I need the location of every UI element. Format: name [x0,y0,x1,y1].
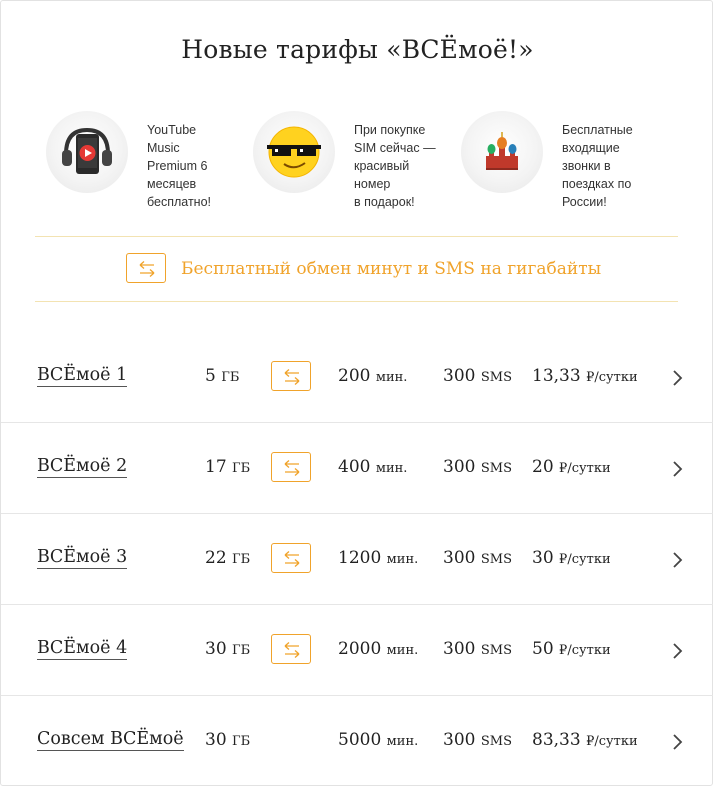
feature-sim-number [253,111,463,211]
tariff-price: 30 ₽/сутки [532,548,611,568]
tariff-name-link[interactable]: ВСЁмоё 2 [37,456,128,476]
tariff-name-link[interactable]: ВСЁмоё 3 [37,547,128,567]
feature-circle [461,111,543,193]
chevron-right-icon[interactable] [671,460,683,478]
tariff-sms: 300 SMS [443,366,512,386]
exchange-arrows-icon [283,641,301,659]
tariff-minutes: 200 мин. [338,366,408,386]
tariff-price: 83,33 ₽/сутки [532,730,638,750]
divider [35,301,678,302]
tariff-sms: 300 SMS [443,548,512,568]
exchange-icon-box [126,253,166,283]
chevron-right-icon[interactable] [671,733,683,751]
tariff-gb: 30 ГБ [205,730,251,750]
tariff-name-link[interactable]: ВСЁмоё 4 [37,638,128,658]
tariff-price: 50 ₽/сутки [532,639,611,659]
feature-text: При покупке SIM сейчас — красивый номер в подарок! [354,123,436,209]
tariff-row[interactable] [1,332,713,423]
tariff-sms: 300 SMS [443,457,512,477]
chevron-right-icon[interactable] [671,369,683,387]
chevron-right-icon[interactable] [671,551,683,569]
exchange-icon-box [271,543,311,573]
exchange-arrows-icon [283,368,301,386]
tariff-price: 20 ₽/сутки [532,457,611,477]
cool-smiley-icon [264,122,324,182]
tariff-minutes: 1200 мин. [338,548,419,568]
feature-circle [46,111,128,193]
tariff-price: 13,33 ₽/сутки [532,366,638,386]
tariff-gb: 30 ГБ [205,639,251,659]
tariff-gb: 17 ГБ [205,457,251,477]
exchange-banner-text: Бесплатный обмен минут и SMS на гигабайты [181,259,602,279]
tariff-minutes: 5000 мин. [338,730,419,750]
tariff-gb: 5 ГБ [205,366,240,386]
page-title: Новые тарифы «ВСЁмоё!» [181,35,534,64]
chevron-right-icon[interactable] [671,642,683,660]
exchange-arrows-icon [283,550,301,568]
tariff-sms: 300 SMS [443,730,512,750]
exchange-banner [1,237,713,301]
tariff-row[interactable] [1,423,713,514]
feature-youtube-music [46,111,256,211]
tariff-name-link[interactable]: Совсем ВСЁмоё [37,729,184,749]
tariff-row[interactable] [1,605,713,696]
kremlin-cathedral-icon [472,122,532,182]
tariff-row[interactable] [1,514,713,605]
tariff-name-link[interactable]: ВСЁмоё 1 [37,365,128,385]
exchange-arrows-icon [138,260,156,278]
exchange-icon-box [271,361,311,391]
exchange-icon-box [271,634,311,664]
tariff-sms: 300 SMS [443,639,512,659]
exchange-arrows-icon [283,459,301,477]
feature-text: YouTube Music Premium 6 месяцев бесплатно! [147,123,212,209]
feature-roaming-calls [461,111,671,211]
tariff-minutes: 400 мин. [338,457,408,477]
tariff-gb: 22 ГБ [205,548,251,568]
tariff-minutes: 2000 мин. [338,639,419,659]
headphones-phone-icon [57,122,117,182]
exchange-icon-box [271,452,311,482]
feature-text: Бесплатные входящие звонки в поездках по России! [562,123,633,209]
tariff-row[interactable] [1,696,713,786]
feature-circle [253,111,335,193]
